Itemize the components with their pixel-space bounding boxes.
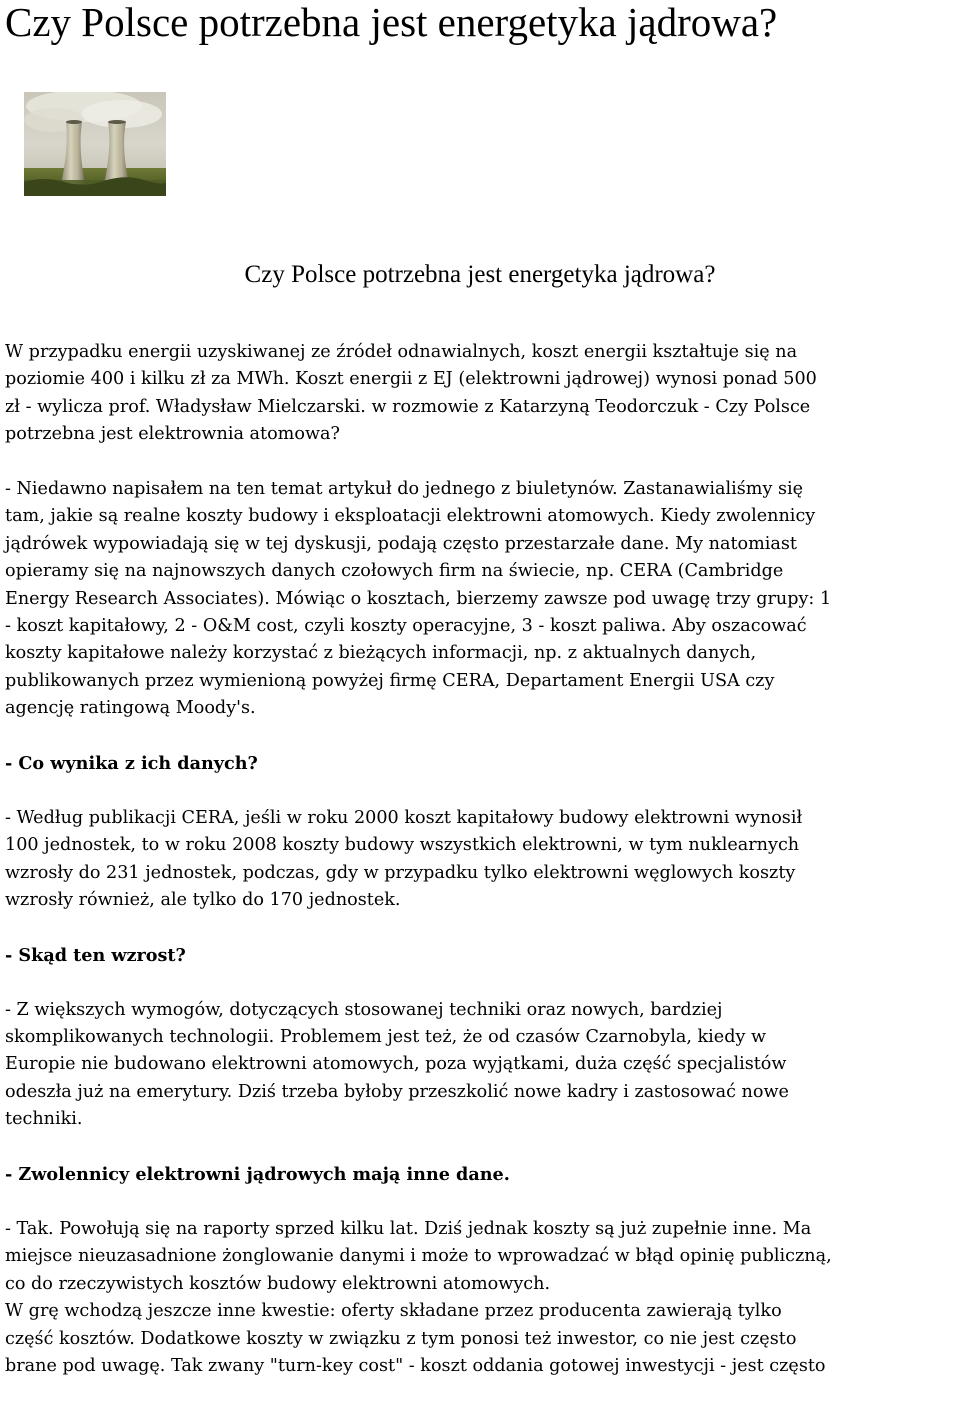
- text-line: - Co wynika z ich danych?: [5, 753, 258, 775]
- text-line: miejsce nieuzasadnione żonglowanie danymi i może to wprowadzać w błąd opinię publiczną,: [5, 1246, 832, 1267]
- article-paragraph: [5, 805, 960, 915]
- text-line: techniki.: [5, 1109, 83, 1130]
- text-line: - Według publikacji CERA, jeśli w roku 2000 koszt kapitałowy budowy elektrowni wynosił: [5, 807, 803, 828]
- text-line: - Zwolennicy elektrowni jądrowych mają inne dane.: [5, 1164, 510, 1186]
- text-line: koszty kapitałowe należy korzystać z bieżących informacji, np. z aktualnych danych,: [5, 643, 757, 664]
- article-body: [5, 339, 960, 1408]
- page-title: Czy Polsce potrzebna jest energetyka jądrowa?: [5, 0, 778, 45]
- article-paragraph: [5, 1216, 960, 1298]
- text-line: W grę wchodzą jeszcze inne kwestie: oferty składane przez producenta zawierają tylko: [5, 1301, 782, 1322]
- text-line: - Skąd ten wzrost?: [5, 944, 186, 966]
- interview-question: [5, 1161, 960, 1188]
- text-line: - Niedawno napisałem na ten temat artykuł do jednego z biuletynów. Zastanawialiśmy się: [5, 479, 804, 500]
- interview-question: [5, 942, 960, 969]
- text-line: agencję ratingową Moody's.: [5, 698, 256, 719]
- text-line: Europie nie budowano elektrowni atomowych, poza wyjątkami, duża część specjalistów: [5, 1054, 787, 1075]
- text-line: odeszła już na emerytury. Dziś trzeba byłoby przeszkolić nowe kadry i zastosować nowe: [5, 1081, 789, 1102]
- article-paragraph: [5, 1298, 960, 1380]
- text-line: publikowanych przez wymienioną powyżej firmę CERA, Departament Energii USA czy: [5, 670, 775, 691]
- text-line: skomplikowanych technologii. Problemem jest też, że od czasów Czarnobyla, kiedy w: [5, 1027, 767, 1048]
- text-line: poziomie 400 i kilku zł za MWh. Koszt energii z EJ (elektrowni jądrowej) wynosi ponad 500: [5, 369, 817, 390]
- text-line: co do rzeczywistych kosztów budowy elektrowni atomowych.: [5, 1273, 551, 1294]
- article-paragraph: [5, 997, 960, 1134]
- text-line: brane pod uwagę. Tak zwany "turn-key cost" - koszt oddania gotowej inwestycji - jest często: [5, 1355, 826, 1376]
- cooling-towers-photo: [24, 92, 166, 196]
- article-paragraph: [5, 476, 960, 723]
- text-line: zł - wylicza prof. Władysław Mielczarski. w rozmowie z Katarzyną Teodorczuk - Czy Polsce: [5, 396, 811, 417]
- text-line: potrzebna jest elektrownia atomowa?: [5, 424, 340, 445]
- text-line: Energy Research Associates). Mówiąc o kosztach, bierzemy zawsze pod uwagę trzy grupy: 1: [5, 588, 832, 609]
- article-subtitle: Czy Polsce potrzebna jest energetyka jądrowa?: [244, 261, 716, 288]
- text-line: tam, jakie są realne koszty budowy i eksploatacji elektrowni atomowych. Kiedy zwolennicy: [5, 506, 816, 527]
- interview-question: [5, 750, 960, 777]
- article-paragraph: [5, 339, 960, 449]
- text-line: - Z większych wymogów, dotyczących stosowanej techniki oraz nowych, bardziej: [5, 999, 723, 1020]
- text-line: wzrosły również, ale tylko do 170 jednostek.: [5, 890, 401, 911]
- text-line: - Tak. Powołują się na raporty sprzed kilku lat. Dziś jednak koszty są już zupełnie inne. Ma: [5, 1218, 812, 1239]
- text-line: wzrosły do 231 jednostek, podczas, gdy w przypadku tylko elektrowni węglowych koszty: [5, 862, 796, 883]
- text-line: opieramy się na najnowszych danych czołowych firm na świecie, np. CERA (Cambridge: [5, 561, 784, 582]
- text-line: jądrówek wypowiadają się w tej dyskusji, podają często przestarzałe dane. My natomiast: [5, 533, 798, 554]
- text-line: W przypadku energii uzyskiwanej ze źródeł odnawialnych, koszt energii kształtuje się na: [5, 342, 798, 362]
- text-line: 100 jednostek, to w roku 2008 koszty budowy wszystkich elektrowni, w tym nuklearnych: [5, 835, 800, 856]
- text-line: - koszt kapitałowy, 2 - O&M cost, czyli koszty operacyjne, 3 - koszt paliwa. Aby oszacować: [5, 616, 807, 637]
- text-line: część kosztów. Dodatkowe koszty w związku z tym ponosi też inwestor, co nie jest często: [5, 1328, 797, 1349]
